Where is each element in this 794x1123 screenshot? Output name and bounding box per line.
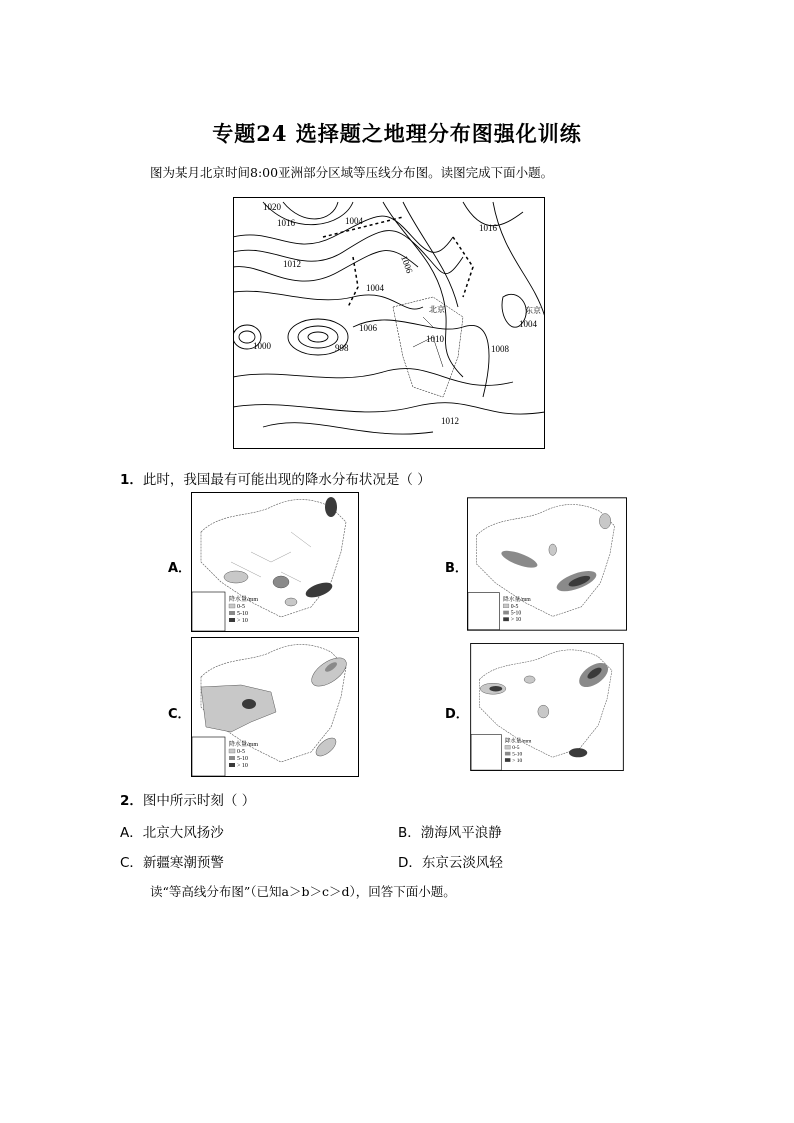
isobar-label: 1004	[366, 283, 384, 293]
option-text: 新疆寒潮预警	[142, 855, 224, 871]
isobar-label: 998	[335, 343, 349, 353]
legend-item: 5-10	[510, 610, 522, 617]
legend-title: 降水量/mm	[503, 597, 531, 604]
legend-item: 5-10	[237, 611, 248, 617]
q2-option-b[interactable]	[398, 821, 502, 841]
isobar-label: 1008	[491, 344, 509, 354]
question-2	[120, 789, 255, 809]
precip-map-c[interactable]	[191, 637, 359, 777]
intro-text-2: 读“等高线分布图”（已知a＞b＞c＞d），回答下面小题。	[150, 884, 456, 899]
page-title: 专题24 选择题之地理分布图强化训练	[212, 121, 582, 146]
isobar-label: 1016	[479, 223, 497, 233]
isobar-label: 1016	[277, 218, 295, 228]
precip-map-a[interactable]	[191, 492, 359, 632]
precip-map-b[interactable]	[467, 497, 627, 631]
option-letter: A．	[120, 825, 143, 841]
legend-item: > 10	[237, 618, 248, 624]
option-text: 东京云淡风轻	[421, 855, 503, 871]
legend-item: 0-5	[237, 749, 245, 755]
question-1	[120, 468, 431, 488]
isobar-label: 1000	[253, 341, 271, 351]
isobar-label: 1004	[519, 319, 537, 329]
isobar-label: 1006	[399, 254, 415, 275]
option-d-label[interactable]: D．	[445, 707, 469, 722]
isobar-label: 1004	[345, 216, 363, 226]
option-a-label[interactable]: A．	[168, 561, 192, 576]
isobar-label: 1012	[441, 416, 459, 426]
question-number: 2．	[120, 793, 143, 809]
isobar-label: 1012	[283, 259, 301, 269]
legend-item: 0-5	[512, 745, 520, 752]
legend-item: 5-10	[237, 756, 248, 762]
isobar-label: 1006	[359, 323, 377, 333]
isobar-map	[233, 197, 545, 449]
option-letter: B．	[398, 825, 421, 841]
legend-title: 降水量/mm	[229, 597, 259, 603]
legend-title: 降水量/mm	[504, 738, 532, 745]
city-label: 北京	[429, 305, 445, 314]
city-label: 东京	[525, 306, 541, 315]
option-b-label[interactable]: B．	[445, 561, 468, 576]
option-c-label[interactable]: C．	[168, 707, 191, 722]
isobar-label: 1020	[263, 202, 281, 212]
question-text: 图中所示时刻（ ）	[142, 793, 256, 809]
precip-map-d[interactable]	[467, 643, 627, 771]
q2-option-d[interactable]	[398, 851, 503, 871]
option-text: 北京大风扬沙	[142, 825, 224, 841]
question-text: 此时，我国最有可能出现的降水分布状况是（ ）	[142, 472, 431, 488]
isobar-label: 1010	[426, 334, 444, 344]
option-letter: D．	[398, 855, 422, 871]
legend-item: > 10	[510, 617, 522, 624]
option-letter: C．	[120, 855, 143, 871]
intro-text: 图为某月北京时间8:00亚洲部分区域等压线分布图。读图完成下面小题。	[150, 165, 554, 180]
legend-title: 降水量/mm	[229, 742, 259, 748]
legend-item: > 10	[512, 757, 523, 764]
legend-item: 5-10	[512, 751, 523, 758]
legend-item: > 10	[237, 763, 248, 769]
question-number: 1．	[120, 472, 143, 488]
legend-item: 0-5	[510, 603, 519, 610]
legend-item: 0-5	[237, 604, 245, 610]
option-text: 渤海风平浪静	[420, 825, 502, 841]
q2-option-a[interactable]	[120, 821, 224, 841]
q2-option-c[interactable]	[120, 851, 224, 871]
